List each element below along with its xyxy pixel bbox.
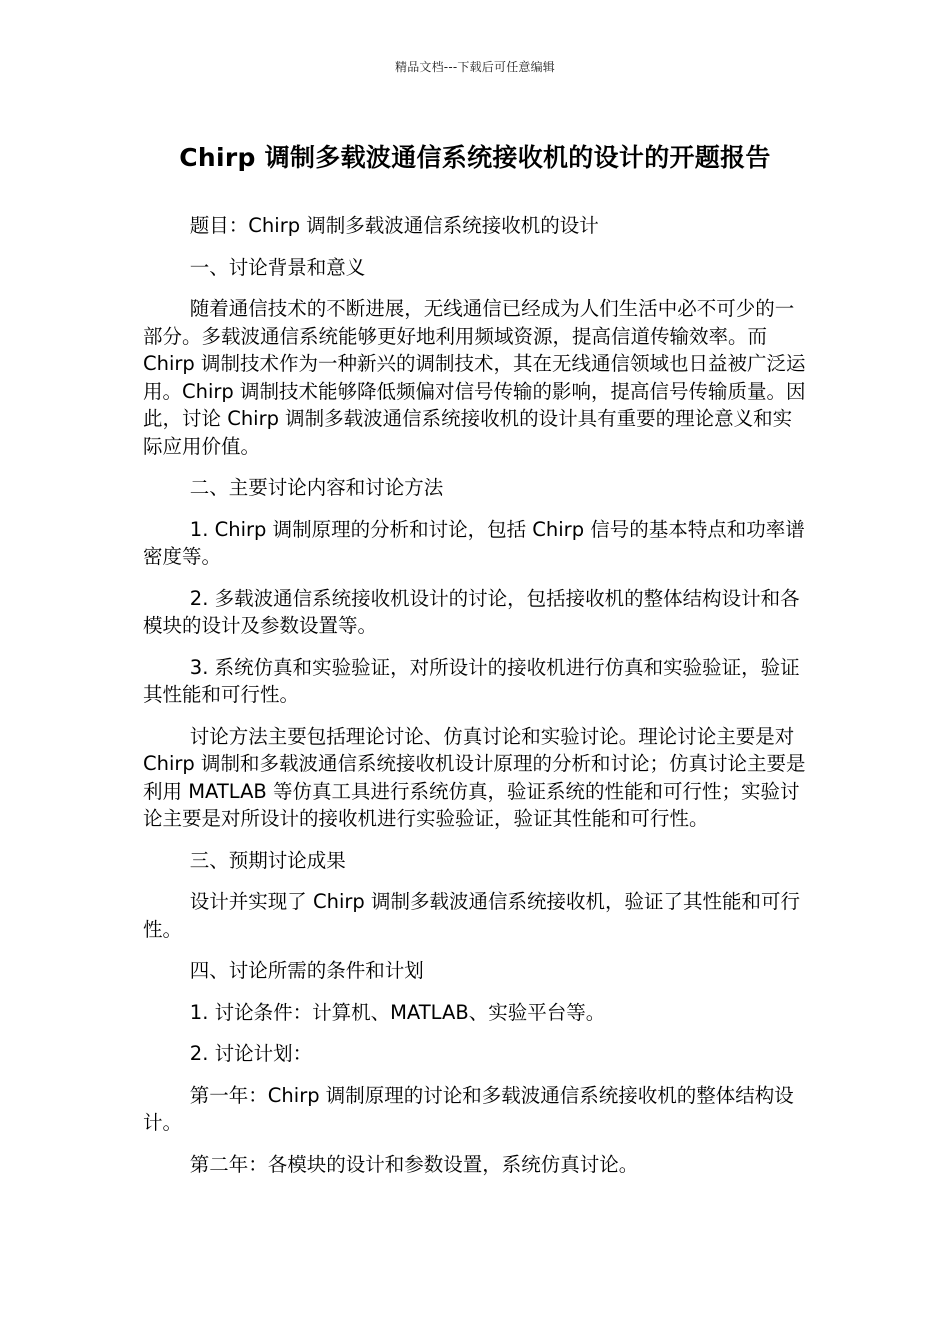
content-item-2: 2. 多载波通信系统接收机设计的讨论，包括接收机的整体结构设计和各模块的设计及参数设置等。 xyxy=(143,586,800,637)
section-heading-background: 一、讨论背景和意义 xyxy=(189,255,366,279)
header-note: 精品文档---下载后可任意编辑 xyxy=(395,60,555,74)
background-paragraph: 随着通信技术的不断进展，无线通信已经成为人们生活中必不可少的一部分。多载波通信系统能够更好地利用频域资源，提高信道传输效率。而 Chirp 调制技术作为一种新兴的调制技术，其在无线通信领域也日益被广泛运用。Chirp 调制技术能够降低频偏对信号传输的影响，提高信号传输质量。因此，讨论 Chirp 调制多载波通信系统接收机的设计具有重要的理论意义和实际应用价值。 xyxy=(143,297,806,458)
conditions-item: 1. 讨论条件：计算机、MATLAB、实验平台等。 xyxy=(189,1000,606,1024)
method-paragraph: 讨论方法主要包括理论讨论、仿真讨论和实验讨论。理论讨论主要是对 Chirp 调制和多载波通信系统接收机设计原理的分析和讨论；仿真讨论主要是利用 MATLAB 等仿真工具进行系统仿真，验证系统的性能和可行性；实验讨论主要是对所设计的接收机进行实验验证，验证其性能和可行性。 xyxy=(143,724,806,830)
expected-results-paragraph: 设计并实现了 Chirp 调制多载波通信系统接收机，验证了其性能和可行性。 xyxy=(143,890,800,941)
topic-line: 题目：Chirp 调制多载波通信系统接收机的设计 xyxy=(189,214,599,237)
section-heading-conditions-plan: 四、讨论所需的条件和计划 xyxy=(189,959,424,982)
document-body xyxy=(143,212,808,1192)
plan-item: 2. 讨论计划： xyxy=(189,1042,313,1065)
document-title: Chirp 调制多载波通信系统接收机的设计的开题报告 xyxy=(179,143,771,172)
plan-year-1: 第一年：Chirp 调制原理的讨论和多载波通信系统接收机的整体结构设计。 xyxy=(143,1083,794,1134)
plan-year-2: 第二年：各模块的设计和参数设置，系统仿真讨论。 xyxy=(189,1152,639,1176)
content-item-1: 1. Chirp 调制原理的分析和讨论，包括 Chirp 信号的基本特点和功率谱密度等。 xyxy=(143,517,805,568)
section-heading-expected-results: 三、预期讨论成果 xyxy=(189,848,346,872)
section-heading-content-method: 二、主要讨论内容和讨论方法 xyxy=(189,476,444,499)
content-item-3: 3. 系统仿真和实验验证，对所设计的接收机进行仿真和实验验证，验证其性能和可行性。 xyxy=(143,655,800,706)
